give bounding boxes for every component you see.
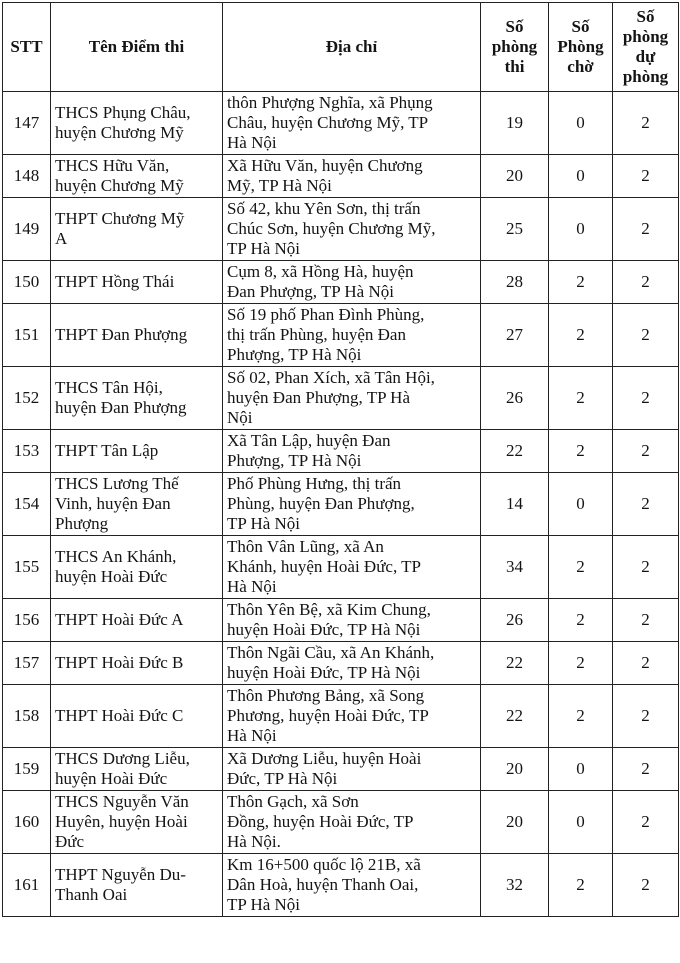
cell-reserve-rooms: 2 [613, 791, 679, 854]
cell-address-line: huyện Đan Phượng, TP Hà [227, 388, 410, 407]
header-reserve-rooms-line: phòng [622, 27, 669, 46]
cell-exam-site-name [51, 473, 223, 536]
cell-exam-rooms: 26 [481, 599, 549, 642]
cell-stt: 157 [3, 642, 51, 685]
cell-stt: 147 [3, 92, 51, 155]
cell-address-line: Thôn Ngãi Cầu, xã An Khánh, [227, 643, 435, 662]
cell-exam-rooms: 14 [481, 473, 549, 536]
header-exam-rooms [481, 3, 549, 92]
cell-address-line: Đức, TP Hà Nội [227, 769, 338, 788]
cell-address-line: Phương, huyện Hoài Đức, TP [227, 706, 429, 725]
cell-reserve-rooms: 2 [613, 155, 679, 198]
table-row [3, 304, 679, 367]
cell-exam-site-name-line: THCS Tân Hội, [55, 378, 163, 397]
cell-exam-rooms: 19 [481, 92, 549, 155]
cell-exam-site-name-line: Thanh Oai [55, 885, 128, 904]
cell-address-line: Xã Dương Liễu, huyện Hoài [227, 749, 422, 768]
cell-address-line: Xã Tân Lập, huyện Đan [227, 431, 391, 450]
cell-address [223, 854, 481, 917]
cell-exam-site-name-line: THCS Hữu Văn, [55, 156, 170, 175]
cell-stt: 150 [3, 261, 51, 304]
cell-address-line: Phượng, TP Hà Nội [227, 451, 362, 470]
cell-exam-site-name [51, 685, 223, 748]
cell-waiting-rooms: 0 [549, 791, 613, 854]
cell-exam-site-name [51, 261, 223, 304]
cell-address-line: Châu, huyện Chương Mỹ, TP [227, 113, 429, 132]
table-row [3, 367, 679, 430]
table-row [3, 748, 679, 791]
header-exam-rooms-line: Số [505, 17, 524, 36]
table-row [3, 642, 679, 685]
cell-address [223, 92, 481, 155]
cell-exam-site-name [51, 536, 223, 599]
cell-exam-site-name [51, 642, 223, 685]
header-reserve-rooms-line: phòng [622, 67, 669, 86]
cell-address-line: Khánh, huyện Hoài Đức, TP [227, 557, 421, 576]
cell-exam-site-name-line: THPT Hồng Thái [55, 272, 175, 291]
cell-address-line: Cụm 8, xã Hồng Hà, huyện [227, 262, 414, 281]
cell-stt: 153 [3, 430, 51, 473]
cell-stt: 160 [3, 791, 51, 854]
header-waiting-rooms-line: chờ [567, 57, 594, 76]
cell-stt: 161 [3, 854, 51, 917]
cell-exam-site-name [51, 198, 223, 261]
header-waiting-rooms [549, 3, 613, 92]
cell-stt: 154 [3, 473, 51, 536]
cell-exam-site-name [51, 304, 223, 367]
cell-exam-site-name-line: huyện Hoài Đức [55, 567, 168, 586]
cell-exam-site-name-line: huyện Chương Mỹ [55, 123, 184, 142]
cell-exam-site-name [51, 155, 223, 198]
cell-reserve-rooms: 2 [613, 367, 679, 430]
cell-address-line: Đan Phượng, TP Hà Nội [227, 282, 394, 301]
header-reserve-rooms [613, 3, 679, 92]
cell-exam-site-name-line: Phượng [55, 514, 109, 533]
cell-reserve-rooms: 2 [613, 430, 679, 473]
cell-exam-site-name-line: THPT Đan Phượng [55, 325, 188, 344]
cell-address-line: Hà Nội [227, 726, 277, 745]
cell-address [223, 155, 481, 198]
cell-address-line: TP Hà Nội [227, 239, 301, 258]
cell-stt: 158 [3, 685, 51, 748]
cell-exam-site-name-line: THCS Nguyễn Văn [55, 792, 189, 811]
cell-exam-site-name-line: THPT Hoài Đức C [55, 706, 184, 725]
header-waiting-rooms-line: Phòng [557, 37, 604, 56]
cell-exam-site-name-line: huyện Chương Mỹ [55, 176, 184, 195]
cell-exam-rooms: 22 [481, 685, 549, 748]
table-row [3, 198, 679, 261]
table-body [3, 92, 679, 917]
cell-waiting-rooms: 2 [549, 304, 613, 367]
cell-address-line: Xã Hữu Văn, huyện Chương [227, 156, 423, 175]
cell-address [223, 748, 481, 791]
cell-waiting-rooms: 2 [549, 367, 613, 430]
cell-address-line: Số 02, Phan Xích, xã Tân Hội, [227, 368, 435, 387]
table-row [3, 599, 679, 642]
cell-address-line: Số 19 phố Phan Đình Phùng, [227, 305, 425, 324]
table-row [3, 92, 679, 155]
cell-stt: 149 [3, 198, 51, 261]
cell-stt: 152 [3, 367, 51, 430]
cell-waiting-rooms: 0 [549, 473, 613, 536]
cell-exam-rooms: 20 [481, 748, 549, 791]
header-waiting-rooms-line: Số [571, 17, 590, 36]
cell-waiting-rooms: 2 [549, 642, 613, 685]
cell-address-line: Đồng, huyện Hoài Đức, TP [227, 812, 414, 831]
cell-exam-site-name [51, 854, 223, 917]
cell-reserve-rooms: 2 [613, 92, 679, 155]
header-address: Địa chỉ [223, 3, 481, 92]
cell-reserve-rooms: 2 [613, 599, 679, 642]
cell-exam-site-name-line: THCS Phụng Châu, [55, 103, 191, 122]
cell-exam-rooms: 28 [481, 261, 549, 304]
cell-waiting-rooms: 0 [549, 748, 613, 791]
table-row [3, 536, 679, 599]
cell-exam-site-name-line: THCS Dương Liễu, [55, 749, 190, 768]
cell-address-line: huyện Hoài Đức, TP Hà Nội [227, 663, 421, 682]
cell-waiting-rooms: 2 [549, 261, 613, 304]
table-row [3, 791, 679, 854]
cell-address [223, 367, 481, 430]
header-exam-site-name: Tên Điểm thi [51, 3, 223, 92]
cell-exam-site-name-line: THPT Nguyễn Du- [55, 865, 186, 884]
cell-address-line: Km 16+500 quốc lộ 21B, xã [227, 855, 421, 874]
cell-exam-site-name-line: huyện Hoài Đức [55, 769, 168, 788]
cell-address-line: thị trấn Phùng, huyện Đan [227, 325, 406, 344]
cell-exam-site-name-line: Huyên, huyện Hoài [55, 812, 188, 831]
cell-address-line: TP Hà Nội [227, 895, 301, 914]
table-row [3, 155, 679, 198]
cell-stt: 148 [3, 155, 51, 198]
cell-waiting-rooms: 2 [549, 599, 613, 642]
cell-exam-site-name-line: THPT Tân Lập [55, 441, 159, 460]
header-exam-rooms-line: thi [504, 57, 525, 76]
header-exam-rooms-line: phòng [491, 37, 538, 56]
cell-address-line: TP Hà Nội [227, 514, 301, 533]
cell-exam-site-name [51, 791, 223, 854]
cell-address-line: Phố Phùng Hưng, thị trấn [227, 474, 402, 493]
cell-waiting-rooms: 2 [549, 854, 613, 917]
cell-address-line: thôn Phượng Nghĩa, xã Phụng [227, 93, 433, 112]
cell-address-line: Nội [227, 408, 253, 427]
cell-exam-rooms: 25 [481, 198, 549, 261]
table-row [3, 430, 679, 473]
cell-exam-site-name-line: THCS Lương Thế [55, 474, 179, 493]
cell-stt: 156 [3, 599, 51, 642]
cell-reserve-rooms: 2 [613, 642, 679, 685]
cell-address [223, 791, 481, 854]
cell-address [223, 473, 481, 536]
cell-exam-rooms: 20 [481, 155, 549, 198]
cell-exam-rooms: 22 [481, 642, 549, 685]
cell-address-line: Thôn Gạch, xã Sơn [227, 792, 359, 811]
cell-reserve-rooms: 2 [613, 748, 679, 791]
cell-stt: 159 [3, 748, 51, 791]
cell-exam-rooms: 34 [481, 536, 549, 599]
cell-reserve-rooms: 2 [613, 261, 679, 304]
cell-address-line: Phùng, huyện Đan Phượng, [227, 494, 415, 513]
cell-exam-rooms: 20 [481, 791, 549, 854]
cell-exam-site-name-line: A [55, 229, 68, 248]
header-reserve-rooms-line: dự [635, 47, 656, 66]
cell-address-line: Chúc Sơn, huyện Chương Mỹ, [227, 219, 436, 238]
cell-exam-rooms: 22 [481, 430, 549, 473]
cell-address-line: Thôn Yên Bệ, xã Kim Chung, [227, 600, 431, 619]
cell-exam-rooms: 32 [481, 854, 549, 917]
table-row [3, 685, 679, 748]
cell-address [223, 685, 481, 748]
cell-exam-site-name-line: Vinh, huyện Đan [55, 494, 171, 513]
cell-address-line: Thôn Phương Bảng, xã Song [227, 686, 425, 705]
cell-address-line: Thôn Vân Lũng, xã An [227, 537, 384, 556]
cell-waiting-rooms: 2 [549, 685, 613, 748]
cell-stt: 151 [3, 304, 51, 367]
exam-sites-table-wrapper [2, 2, 679, 917]
cell-address-line: Hà Nội [227, 133, 277, 152]
cell-waiting-rooms: 0 [549, 198, 613, 261]
cell-address [223, 430, 481, 473]
cell-address-line: huyện Hoài Đức, TP Hà Nội [227, 620, 421, 639]
cell-address [223, 261, 481, 304]
cell-address-line: Hà Nội [227, 577, 277, 596]
cell-exam-site-name-line: THPT Hoài Đức B [55, 653, 184, 672]
cell-exam-site-name-line: THPT Hoài Đức A [55, 610, 184, 629]
cell-stt: 155 [3, 536, 51, 599]
cell-waiting-rooms: 2 [549, 430, 613, 473]
cell-address [223, 599, 481, 642]
cell-address [223, 304, 481, 367]
table-header-row [3, 3, 679, 92]
cell-exam-site-name-line: huyện Đan Phượng [55, 398, 187, 417]
cell-exam-site-name [51, 599, 223, 642]
cell-address-line: Số 42, khu Yên Sơn, thị trấn [227, 199, 421, 218]
cell-reserve-rooms: 2 [613, 304, 679, 367]
cell-exam-rooms: 26 [481, 367, 549, 430]
cell-address [223, 198, 481, 261]
cell-exam-site-name [51, 430, 223, 473]
cell-exam-site-name [51, 748, 223, 791]
cell-exam-site-name [51, 367, 223, 430]
exam-sites-table [2, 2, 679, 917]
cell-address-line: Hà Nội. [227, 832, 281, 851]
cell-address-line: Phượng, TP Hà Nội [227, 345, 362, 364]
cell-reserve-rooms: 2 [613, 685, 679, 748]
cell-exam-site-name-line: Đức [55, 832, 85, 851]
cell-reserve-rooms: 2 [613, 854, 679, 917]
cell-exam-site-name-line: THPT Chương Mỹ [55, 209, 185, 228]
cell-reserve-rooms: 2 [613, 473, 679, 536]
cell-address [223, 536, 481, 599]
header-stt: STT [3, 3, 51, 92]
table-row [3, 473, 679, 536]
cell-address [223, 642, 481, 685]
table-row [3, 261, 679, 304]
cell-reserve-rooms: 2 [613, 198, 679, 261]
table-row [3, 854, 679, 917]
cell-exam-site-name [51, 92, 223, 155]
cell-address-line: Mỹ, TP Hà Nội [227, 176, 332, 195]
cell-waiting-rooms: 2 [549, 536, 613, 599]
cell-reserve-rooms: 2 [613, 536, 679, 599]
cell-waiting-rooms: 0 [549, 155, 613, 198]
cell-address-line: Dân Hoà, huyện Thanh Oai, [227, 875, 419, 894]
cell-exam-rooms: 27 [481, 304, 549, 367]
cell-waiting-rooms: 0 [549, 92, 613, 155]
header-reserve-rooms-line: Số [636, 7, 655, 26]
cell-exam-site-name-line: THCS An Khánh, [55, 547, 177, 566]
